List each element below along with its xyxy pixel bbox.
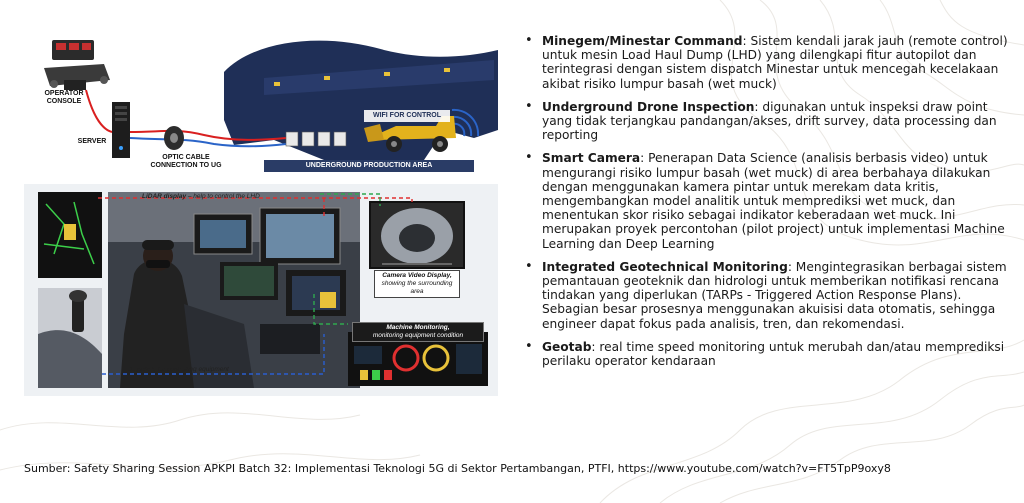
server-icon <box>112 102 130 158</box>
wifi-label: WIFI FOR CONTROL <box>372 112 442 119</box>
lidar-caption-title: LiDAR display <box>142 193 187 200</box>
bullet-geotab <box>522 340 1014 368</box>
underground-tunnel <box>224 41 498 160</box>
production-area-label: UNDERGROUND PRODUCTION AREA <box>305 162 433 169</box>
system-diagram-graphic <box>24 20 498 182</box>
operator-console-label: OPERATOR CONSOLE <box>44 90 84 105</box>
server-label: SERVER <box>77 138 107 145</box>
lidar-caption-text: – help to control the LHD <box>186 193 260 200</box>
operator-control-room-photo <box>108 192 360 388</box>
camera-caption-subtitle: showing the surrounding area <box>381 280 453 295</box>
system-diagram <box>24 20 498 182</box>
machine-caption-subtitle: monitoring equipment condition <box>372 332 464 339</box>
operator-console-icon <box>44 40 110 90</box>
bullet-text: : Sistem kendali jarak jauh (remote control) untuk mesin Load Haul Dump (LHD) yang dilengkapi fitur autopilot dan terintegrasi dengan sistem dispatch Minestar untuk mencegah kecelakaan akibat risiko lumpur basah (wet muck) <box>542 34 1008 91</box>
optic-cable-spool-icon <box>164 126 184 150</box>
bullet-title: Underground Drone Inspection <box>542 99 755 114</box>
bullet-drone-inspection <box>522 100 1014 143</box>
bullet-title: Geotab <box>542 339 592 354</box>
camera-display-photo <box>370 202 464 268</box>
bullet-title: Smart Camera <box>542 151 641 166</box>
optic-cable-label: OPTIC CABLE CONNECTION TO UG <box>150 154 222 169</box>
bullet-text: : digunakan untuk inspeksi draw point yang tidak terjangkau pandangan/akses, drift survey, data processing dan reporting <box>542 99 997 143</box>
camera-display-caption <box>374 270 460 298</box>
machine-caption-title: Machine Monitoring, <box>386 324 450 331</box>
lidar-display-photo <box>38 192 102 278</box>
bullet-title: Minegem/Minestar Command <box>542 34 743 48</box>
technology-bullet-list <box>522 34 1014 377</box>
joystick-caption <box>128 366 229 373</box>
joystick-caption-title: Joystick <box>128 366 155 373</box>
joystick-photo <box>38 288 102 388</box>
source-citation: Sumber: Safety Sharing Session APKPI Batch 32: Implementasi Teknologi 5G di Sektor Pertambangan, PTFI, https://www.youtube.com/watch?v=FT5TpP9oxy8 <box>24 462 891 475</box>
joystick-caption-text: , for controlling equipment <box>154 366 229 373</box>
camera-caption-title: Camera Video Display, <box>382 272 452 279</box>
bullet-minegem <box>522 34 1014 91</box>
bullet-text: : Penerapan Data Science (analisis berbasis video) untuk mengurangi risiko lumpur basah (wet muck) di area berbahaya dilakukan dengan menggunakan kamera pintar untuk merekam data kritis, mengembangkan model analitik untuk memprediksi wet muck, dan menentukan skor risiko sebagai indikator keberadaan wet muck. Ini merupakan proyek percontohan (pilot project) untuk implementasi Machine Learning dan Deep Learning <box>542 151 1005 251</box>
bullet-title: Integrated Geotechnical Monitoring <box>542 259 788 274</box>
lidar-display-caption <box>142 193 260 200</box>
bullet-text: : Mengintegrasikan berbagai sistem pemantauan geoteknik dan hidrologi untuk memberikan notifikasi rencana tindakan yang diperlukan (TARPs - Triggered Action Response Plans). Sebagian besar prosesnya menggunakan akuisisi data otomatis, sehingga engineer dapat fokus pada analisis, tren, dan rekomendasi. <box>542 259 1007 331</box>
bullet-smart-camera <box>522 151 1014 250</box>
machine-monitoring-caption <box>352 322 484 342</box>
control-room-photo-panel <box>24 184 498 396</box>
bullet-text: : real time speed monitoring untuk merubah dan/atau memprediksi perilaku operator kendaraan <box>542 339 1005 369</box>
bullet-geotechnical-monitoring <box>522 260 1014 331</box>
